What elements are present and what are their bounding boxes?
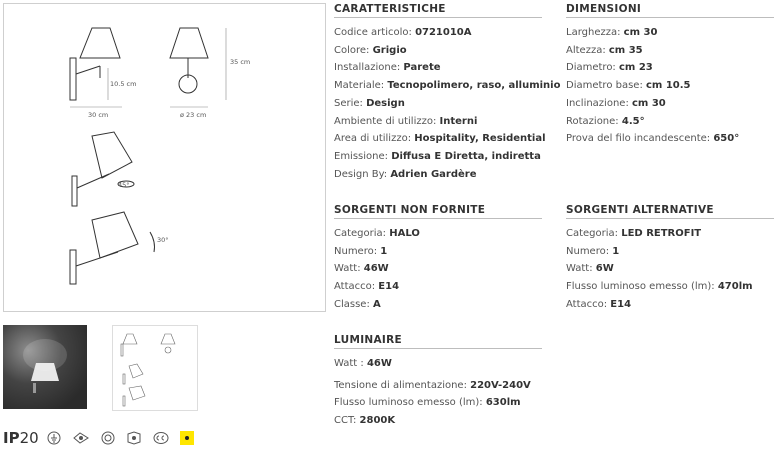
spec-row bbox=[334, 130, 546, 148]
spec-label: Materiale: bbox=[334, 80, 388, 92]
spec-value: LED RETROFIT bbox=[621, 228, 702, 239]
lamp-photo bbox=[3, 325, 87, 409]
yellow-dot-icon bbox=[180, 431, 194, 445]
dim-height-label: 35 cm bbox=[230, 58, 251, 66]
spec-label: Diametro: bbox=[566, 62, 619, 74]
spec-row bbox=[334, 260, 542, 278]
dim-diameter-label: ø 23 cm bbox=[180, 111, 207, 119]
spec-value: 650° bbox=[713, 133, 740, 145]
spec-row bbox=[334, 243, 542, 261]
spec-value: 1 bbox=[612, 245, 620, 257]
spec-value: Interni bbox=[439, 115, 478, 127]
spec-label: Classe: bbox=[334, 298, 374, 310]
spec-label: Watt: bbox=[566, 263, 596, 275]
spec-label: Larghezza: bbox=[566, 27, 624, 38]
drawing-thumbnail-svg bbox=[113, 326, 197, 410]
spec-row bbox=[566, 296, 774, 314]
spec-label: Emissione: bbox=[334, 150, 392, 162]
spec-row bbox=[334, 148, 542, 166]
spec-label: Installazione: bbox=[334, 62, 404, 74]
tilt-angle-label: 30° bbox=[157, 236, 169, 244]
spec-label: Attacco: bbox=[334, 281, 379, 293]
spec-value: A bbox=[373, 298, 381, 310]
spec-label: Categoria: bbox=[566, 228, 622, 239]
drawing-thumbnail[interactable] bbox=[112, 325, 198, 411]
spec-value: 46W bbox=[366, 358, 392, 369]
spec-row bbox=[566, 42, 774, 60]
caratteristiche-section bbox=[334, 3, 561, 183]
spec-value: 0721010A bbox=[415, 27, 472, 38]
spec-label: Prova del filo incandescente: bbox=[566, 133, 714, 145]
luminaire-section bbox=[334, 334, 542, 430]
cc-cert-icon bbox=[153, 431, 169, 445]
spec-row bbox=[334, 24, 542, 42]
spec-label: Rotazione: bbox=[566, 115, 622, 127]
rotated-shade bbox=[92, 132, 132, 178]
spec-value: 470lm bbox=[717, 281, 753, 293]
spec-row bbox=[566, 59, 774, 77]
side-shade bbox=[80, 28, 120, 58]
spec-value: cm 35 bbox=[608, 44, 643, 56]
spec-row bbox=[334, 377, 542, 395]
front-shade bbox=[170, 28, 208, 58]
spec-row bbox=[566, 113, 774, 131]
spec-row bbox=[334, 77, 561, 95]
spec-label: Serie: bbox=[334, 97, 367, 109]
spec-row bbox=[334, 278, 542, 296]
spec-row bbox=[334, 113, 542, 131]
spec-value: 4.5° bbox=[621, 115, 645, 127]
dim-base-label: 10.5 cm bbox=[110, 80, 137, 88]
spec-label: Flusso luminoso emesso (lm): bbox=[566, 281, 718, 293]
spec-value: 1 bbox=[380, 245, 388, 257]
spec-row bbox=[566, 243, 774, 261]
spec-label: Area di utilizzo: bbox=[334, 133, 415, 145]
luminaire-title: LUMINAIRE bbox=[334, 334, 542, 349]
spec-row bbox=[566, 278, 774, 296]
spec-row bbox=[334, 42, 542, 60]
sorgenti-non-fornite-section bbox=[334, 204, 542, 314]
spec-value: 2800K bbox=[359, 415, 396, 427]
spec-row bbox=[334, 355, 542, 373]
spec-label: Colore: bbox=[334, 44, 373, 56]
dimensioni-section bbox=[566, 3, 774, 148]
spec-value: 630lm bbox=[485, 397, 521, 409]
rotated-wall-plate bbox=[72, 176, 77, 206]
spec-row bbox=[334, 394, 542, 412]
dimensioni-title: DIMENSIONI bbox=[566, 3, 774, 18]
spec-row bbox=[566, 95, 774, 113]
spec-label: Codice articolo: bbox=[334, 27, 416, 38]
side-arm bbox=[76, 66, 100, 74]
dim-width-label: 30 cm bbox=[88, 111, 109, 119]
spec-value: Design bbox=[366, 97, 405, 109]
sorgenti-alternative-title: SORGENTI ALTERNATIVE bbox=[566, 204, 774, 219]
spec-label: Altezza: bbox=[566, 44, 609, 56]
spec-value: 6W bbox=[595, 263, 614, 275]
spec-row bbox=[566, 260, 774, 278]
spec-row bbox=[334, 166, 542, 184]
spec-value: 220V-240V bbox=[470, 379, 531, 391]
spec-label: Watt: bbox=[334, 263, 364, 275]
spec-label: Flusso luminoso emesso (lm): bbox=[334, 397, 486, 409]
spec-label: CCT: bbox=[334, 415, 360, 427]
spec-value: cm 23 bbox=[618, 62, 653, 74]
ip-rating: IP20 bbox=[3, 429, 39, 447]
spec-row bbox=[566, 130, 774, 148]
spec-value: Hospitality, Residential bbox=[414, 133, 546, 145]
spec-label: Attacco: bbox=[566, 298, 611, 310]
spec-value: HALO bbox=[389, 228, 420, 239]
rotation-angle-label: 45° bbox=[118, 181, 130, 189]
spec-label: Inclinazione: bbox=[566, 97, 632, 109]
spec-row bbox=[566, 225, 774, 243]
spec-label: Categoria: bbox=[334, 228, 390, 239]
spec-value: 46W bbox=[363, 263, 389, 275]
side-wall-plate bbox=[70, 58, 76, 100]
spec-label: Numero: bbox=[334, 245, 381, 257]
spec-row bbox=[566, 24, 774, 42]
technical-drawing bbox=[3, 3, 326, 312]
spec-label: Watt : bbox=[334, 358, 367, 369]
tilt-arc bbox=[150, 232, 155, 252]
cb-cert-icon bbox=[101, 431, 115, 445]
spec-row bbox=[566, 77, 774, 95]
tilted-shade bbox=[92, 212, 138, 258]
spec-value: E14 bbox=[378, 281, 400, 293]
spec-value: cm 30 bbox=[623, 27, 658, 38]
pse-cert-icon bbox=[126, 431, 142, 445]
technical-drawing-svg bbox=[4, 4, 325, 311]
sorgenti-alternative-section bbox=[566, 204, 774, 314]
spec-label: Diametro base: bbox=[566, 80, 646, 92]
spec-label: Tensione di alimentazione: bbox=[334, 379, 471, 391]
spec-value: cm 10.5 bbox=[646, 80, 691, 92]
spec-label: Design By: bbox=[334, 168, 391, 180]
spec-row bbox=[334, 296, 542, 314]
spec-value: Adrien Gardère bbox=[390, 168, 477, 180]
spec-value: cm 30 bbox=[632, 97, 666, 109]
spec-value: Grigio bbox=[372, 44, 407, 56]
ce-mark-icon bbox=[72, 431, 90, 445]
spec-row bbox=[334, 225, 542, 243]
ground-icon bbox=[47, 431, 61, 445]
spec-label: Numero: bbox=[566, 245, 613, 257]
tilted-wall-plate bbox=[70, 250, 76, 284]
product-photo-thumbnail[interactable] bbox=[3, 325, 87, 409]
spec-value: E14 bbox=[610, 298, 632, 310]
certification-icons bbox=[3, 428, 205, 448]
spec-row bbox=[334, 412, 542, 430]
sorgenti-non-fornite-title: SORGENTI NON FORNITE bbox=[334, 204, 542, 219]
spec-value: Parete bbox=[403, 62, 441, 74]
spec-row bbox=[334, 95, 542, 113]
spec-row bbox=[334, 59, 542, 77]
spec-value: Tecnopolimero, raso, alluminio bbox=[387, 80, 561, 92]
spec-label: Ambiente di utilizzo: bbox=[334, 115, 440, 127]
spec-value: Diffusa E Diretta, indiretta bbox=[391, 150, 541, 162]
caratteristiche-title: CARATTERISTICHE bbox=[334, 3, 542, 18]
rotated-arm bbox=[77, 174, 109, 188]
